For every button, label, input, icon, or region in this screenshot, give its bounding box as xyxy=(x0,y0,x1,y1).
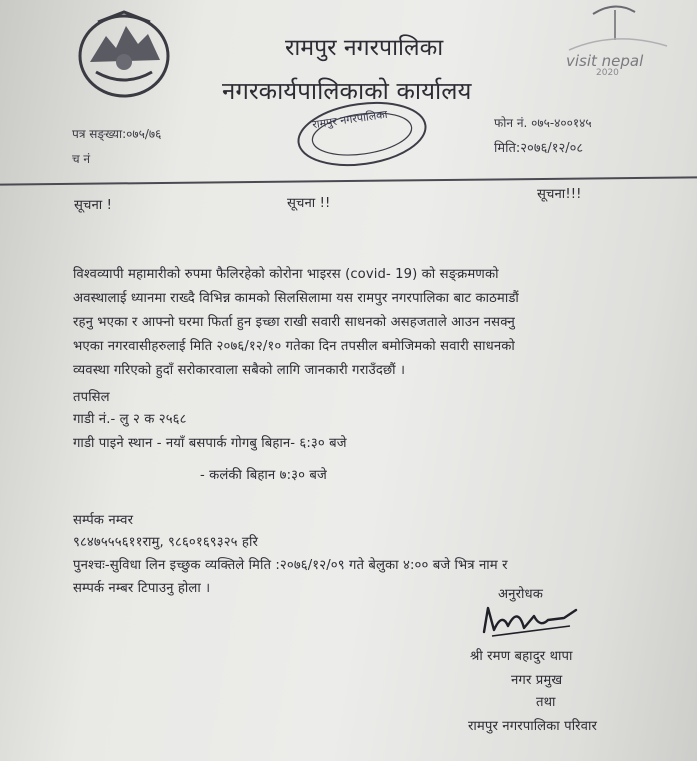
body-line-1: विश्वव्यापी महामारीको रुपमा फैलिरहेको कोरोना भाइरस (covid- 19) को सङ्क्रमणको xyxy=(73,267,499,282)
notice-heading-1: सूचना ! xyxy=(74,198,113,213)
header-divider xyxy=(0,176,697,185)
pickup-location: गाडी पाइने स्थान - नयाँ बसपार्क गोगबु बिहान- ६:३० बजे xyxy=(73,436,347,451)
office-title: नगरकार्यपालिकाको कार्यालय xyxy=(222,77,472,105)
nepal-emblem-icon xyxy=(68,2,180,98)
visit-nepal-logo-year: 2020 xyxy=(596,68,619,78)
contact-numbers: ९८४७५५५६११रामु, ९८६०१६९३२५ हरि xyxy=(73,535,258,550)
visit-nepal-logo-text: visit nepal xyxy=(566,52,644,70)
signoff-name: श्री रमण बहादुर थापा xyxy=(470,649,573,664)
notice-heading-2: सूचना !! xyxy=(287,196,331,211)
pickup-location-2: - कलंकी बिहान ७:३० बजे xyxy=(200,468,327,483)
body-line-5: व्यवस्था गरिएको हुदाँ सरोकारवाला सबैको लागि जानकारी गराउँदछौं । xyxy=(73,363,406,378)
dispatch-number: च नं xyxy=(72,152,91,166)
letter-number: पत्र सङ्ख्या:०७५/७६ xyxy=(72,127,162,141)
note-line-1: पुनश्चः-सुविधा लिन इच्छुक व्यक्तिले मिति :२०७६/१२/०९ गते बेलुका ४:०० बजे भित्र नाम र xyxy=(73,558,508,573)
stamp-text: रामपुर नगरपालिका xyxy=(311,107,389,132)
notice-heading-3: सूचना!!! xyxy=(537,187,582,202)
signoff-request: अनुरोधक xyxy=(498,587,543,602)
body-line-4: भएका नगरवासीहरुलाई मिति २०७६/१२/१० गतेका दिन तपसील बमोजिमको सवारी साधनको xyxy=(73,339,515,354)
signoff-and: तथा xyxy=(536,695,556,710)
body-line-2: अवस्थालाई ध्यानमा राख्दै विभिन्न कामको सिलसिलामा यस रामपुर नगरपालिका बाट काठमाडौं xyxy=(73,291,519,306)
signoff-role: नगर प्रमुख xyxy=(511,673,563,688)
tapasil-label: तपसिल xyxy=(73,390,110,405)
contact-label: सर्म्पक नम्वर xyxy=(73,513,134,528)
vehicle-number: गाडी नं.- लु २ क २५६८ xyxy=(73,412,187,427)
phone-number: फोन नं. ०७५-४००१४५ xyxy=(494,116,592,130)
signature-icon xyxy=(478,598,583,642)
municipality-title: रामपुर नगरपालिका xyxy=(285,35,444,61)
body-line-3: रहनु भएका र आफ्नो घरमा फिर्ता हुन इच्छा राखी सवारी साधनको असहजताले आउन नसक्नु xyxy=(73,315,515,330)
note-line-2: सम्पर्क नम्बर टिपाउनु होला । xyxy=(73,581,211,596)
letter-date: मिति:२०७६/१२/०८ xyxy=(494,141,584,156)
signoff-org: रामपुर नगरपालिका परिवार xyxy=(468,719,597,734)
